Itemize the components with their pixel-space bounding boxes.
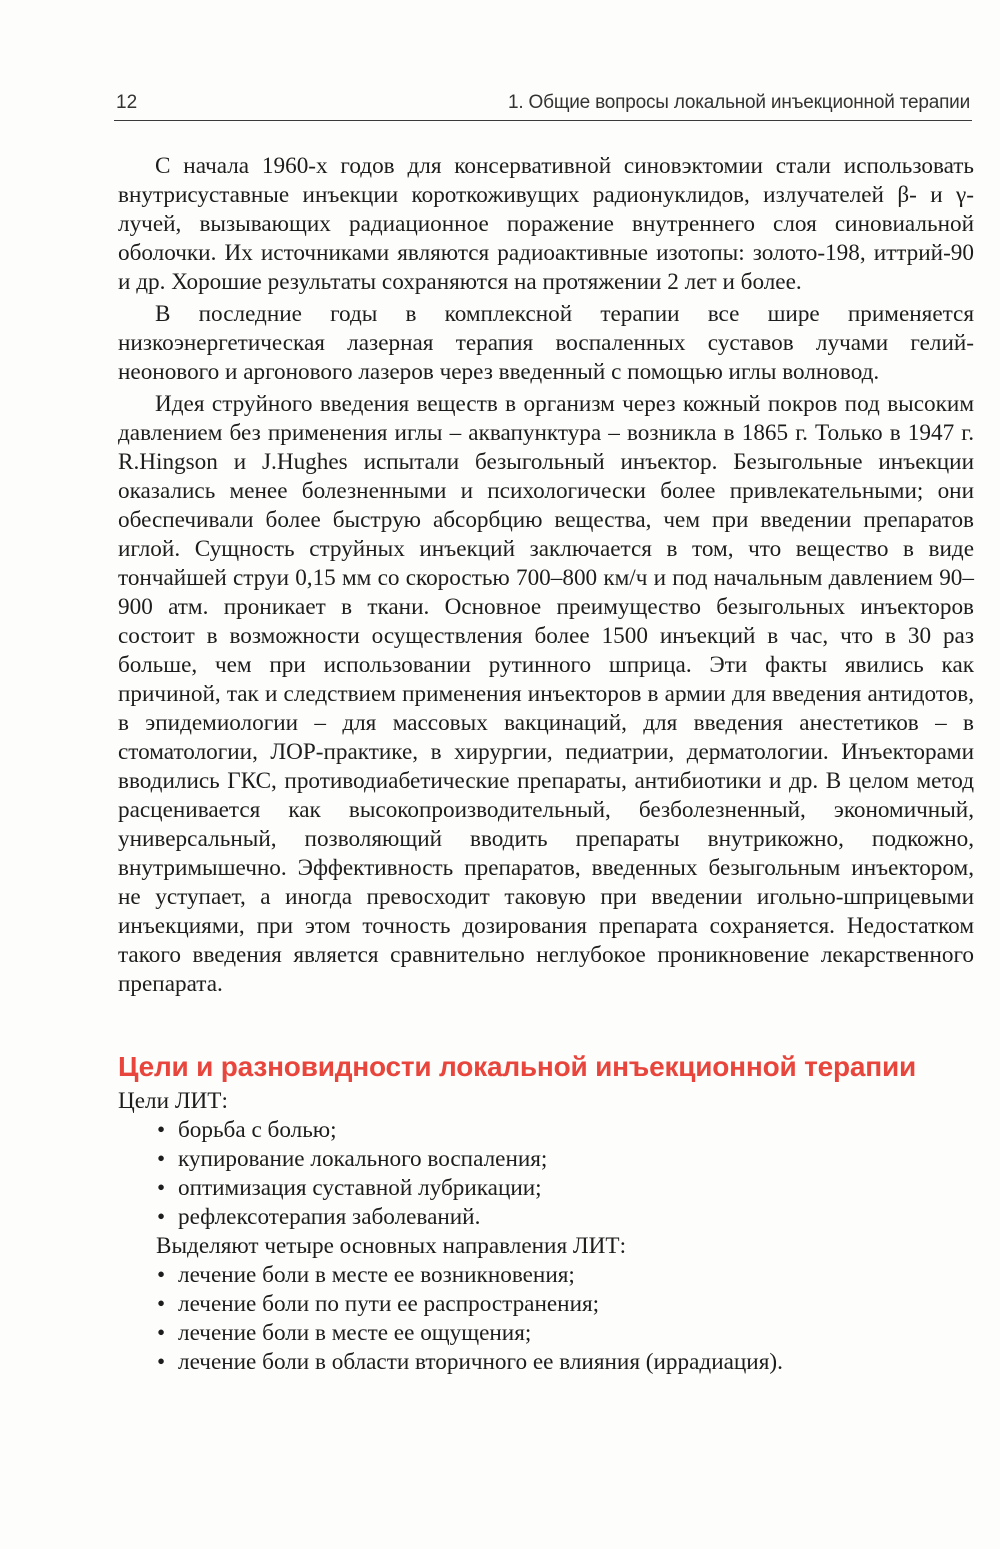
directions-list — [118, 1261, 974, 1377]
bullet-icon: • — [157, 1320, 166, 1346]
list-item-text: купирование локального воспаления; — [178, 1146, 548, 1172]
list-item — [156, 1203, 974, 1232]
goals-intro: Цели ЛИТ: — [118, 1088, 228, 1114]
list-item-text: лечение боли по пути ее распространения; — [178, 1291, 600, 1317]
list-item-text: лечение боли в месте ее возникновения; — [178, 1262, 575, 1288]
bullet-icon: • — [157, 1349, 166, 1375]
list-item-text: борьба с болью; — [178, 1117, 337, 1143]
list-item-text: лечение боли в месте ее ощущения; — [178, 1320, 532, 1346]
list-item — [156, 1261, 974, 1290]
bullet-icon: • — [157, 1291, 166, 1317]
directions-intro: Выделяют четыре основных направления ЛИТ: — [156, 1233, 627, 1259]
bullet-icon: • — [157, 1262, 166, 1288]
paragraph-radiosynovectomy: С начала 1960-х годов для консервативной синовэктомии стали использовать внутрисуставные инъекции короткоживущих радионуклидов, излучателей β- и γ-лучей, вызывающих радиационное поражение внутреннего слоя синовиальной оболочки. Их источниками являются радиоактивные изотопы: золото-198, иттрий-90 и др. Хорошие результаты сохраняются на протяжении 2 лет и более. — [118, 153, 974, 295]
paragraph-laser-therapy: В последние годы в комплексной терапии все шире применяется низкоэнергетическая лазерная терапия воспаленных суставов лучами гелий-неонового и аргонового лазеров через введенный с помощью иглы волновод. — [118, 301, 974, 385]
page-number: 12 — [116, 92, 138, 113]
list-item — [156, 1174, 974, 1203]
running-title: 1. Общие вопросы локальной инъекционной терапии — [508, 92, 970, 113]
bullet-icon: • — [157, 1117, 166, 1143]
bullet-icon: • — [157, 1146, 166, 1172]
bullet-icon: • — [157, 1204, 166, 1230]
list-item-text: рефлексотерапия заболеваний. — [178, 1204, 481, 1230]
list-item — [156, 1116, 974, 1145]
page-body — [118, 152, 974, 1377]
list-item-text: лечение боли в области вторичного ее влияния (иррадиация). — [178, 1349, 783, 1375]
bullet-icon: • — [157, 1175, 166, 1201]
list-item — [156, 1290, 974, 1319]
section-heading: Цели и разновидности локальной инъекционной терапии — [118, 1051, 916, 1082]
goals-list — [118, 1116, 974, 1232]
running-header — [114, 86, 972, 121]
list-item-text: оптимизация суставной лубрикации; — [178, 1175, 542, 1201]
list-item — [156, 1348, 974, 1377]
paragraph-needleless-injection: Идея струйного введения веществ в организм через кожный покров под высоким давлением без применения иглы – аквапунктура – возникла в 1865 г. Только в 1947 г. R.Hingson и J.Hughes испытали безыгольный инъектор. Безыгольные инъекции оказались менее болезненными и психологически более привлекательными; они обеспечивали более быструю абсорбцию вещества, чем при введении препаратов иглой. Сущность струйных инъекций заключается в том, что вещество в виде тончайшей струи 0,15 мм со скоростью 700–800 км/ч и под начальным давлением 90–900 атм. проникает в ткани. Основное преимущество безыгольных инъекторов состоит в возможности осуществления более 1500 инъекций в час, что в 30 раз больше, чем при использовании рутинного шприца. Эти факты явились как причиной, так и следствием применения инъекторов в армии для введения антидотов, в эпидемиологии – для массовых вакцинаций, для введения анестетиков – в стоматологии, ЛОР-практике, в хирургии, педиатрии, дерматологии. Инъекторами вводились ГКС, противодиабетические препараты, антибиотики и др. В целом метод расценивается как высокопроизводительный, безболезненный, экономичный, универсальный, позволяющий вводить препараты внутрикожно, подкожно, внутримышечно. Эффективность препаратов, введенных безыгольным инъектором, не уступает, а иногда превосходит таковую при введении игольно-шприцевыми инъекциями, при этом точность дозирования препарата сохраняется. Недостатком такого введения является сравнительно неглубокое проникновение лекарственного препарата. — [118, 391, 974, 997]
list-item — [156, 1145, 974, 1174]
list-item — [156, 1319, 974, 1348]
